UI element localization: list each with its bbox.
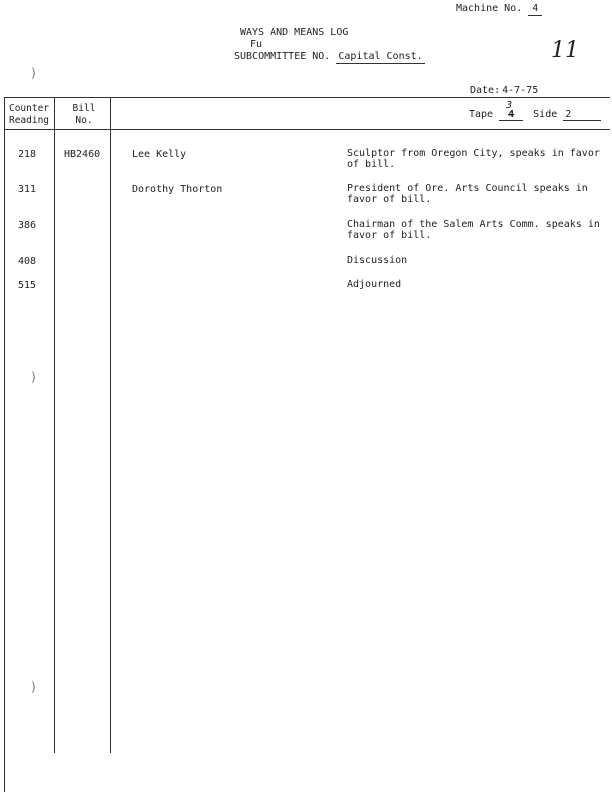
counter-reading: 515 <box>18 280 37 291</box>
counter-reading: 311 <box>18 184 37 195</box>
speaker-name: Lee Kelly <box>132 149 187 160</box>
tape-value: 3 <box>506 100 513 111</box>
subcommittee-value: Capital Const. <box>338 51 423 62</box>
entry-notes: Chairman of the Salem Arts Comm. speaks in favor of bill. <box>347 219 600 241</box>
date-value: 4-7-75 <box>500 85 548 98</box>
counter-reading: 408 <box>18 256 37 267</box>
side-label: Side <box>533 109 558 120</box>
bill-column-rule <box>110 97 111 753</box>
hole-mark-icon: ) <box>30 66 38 80</box>
subcommittee <box>234 51 425 62</box>
bill-header <box>58 103 110 127</box>
entry-notes: President of Ore. Arts Council speaks in favor of bill. <box>347 183 588 205</box>
counter-header <box>5 103 53 127</box>
bill-number: HB2460 <box>64 149 101 160</box>
side-value: 2 <box>563 109 601 121</box>
tape-side <box>469 100 601 121</box>
tape-struck-value: 4 <box>508 109 515 120</box>
tape-label: Tape <box>469 109 494 120</box>
counter-reading: 386 <box>18 220 37 231</box>
table-top-rule <box>4 97 610 98</box>
counter-reading: 218 <box>18 149 37 160</box>
machine-number <box>456 3 542 14</box>
entry-notes: Sculptor from Oregon City, speaks in favor of bill. <box>347 148 600 170</box>
table-header-rule <box>4 129 610 130</box>
counter-header-line1: Counter <box>8 103 50 114</box>
machine-value: 4 <box>528 3 542 16</box>
entry-notes: Discussion <box>347 255 408 266</box>
hole-mark-icon: ) <box>30 370 38 384</box>
tape-value-wrap <box>499 100 523 121</box>
counter-header-line2: Reading <box>8 115 50 126</box>
speaker-name: Dorothy Thorton <box>132 184 223 195</box>
bill-header-line1: Bill <box>72 103 96 114</box>
fu-label: Fu <box>250 39 263 50</box>
subcommittee-label: SUBCOMMITTEE NO. <box>234 51 331 62</box>
counter-column-rule <box>54 97 55 753</box>
machine-label: Machine No. <box>456 3 523 14</box>
date <box>470 85 548 96</box>
date-label: Date: <box>470 85 501 96</box>
left-border <box>4 97 5 792</box>
entry-notes: Adjourned <box>347 279 402 290</box>
bill-header-line2: No. <box>75 115 93 126</box>
hole-mark-icon: ) <box>30 680 38 694</box>
page-mark: 11 <box>551 38 579 63</box>
log-title: WAYS AND MEANS LOG <box>240 27 349 38</box>
